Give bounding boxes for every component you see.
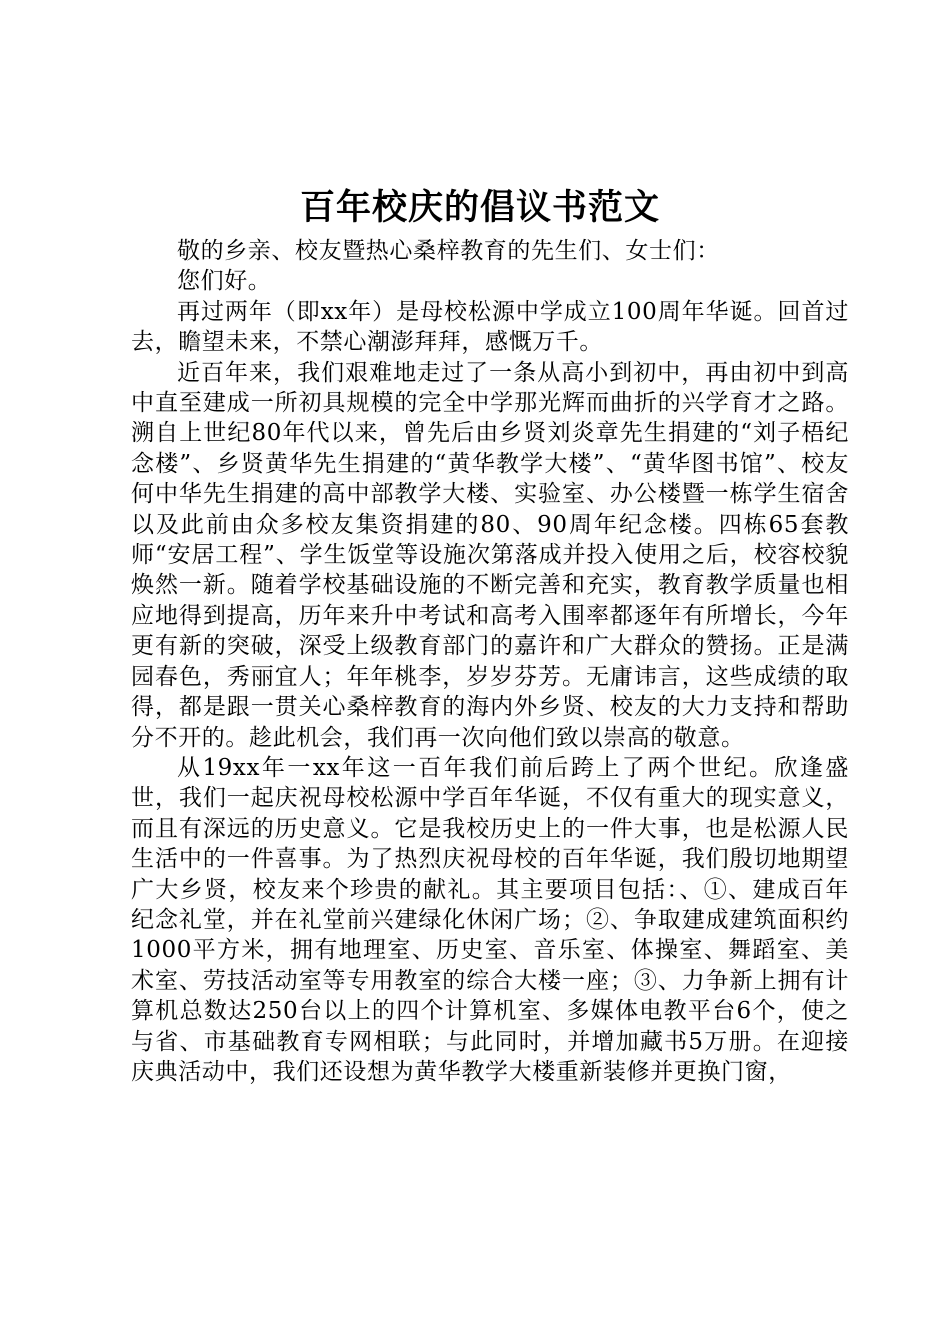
page-title: 百年校庆的倡议书范文	[299, 187, 660, 228]
greeting-paragraph: 您们好。	[177, 268, 272, 295]
body-paragraph: 从19xx年一xx年这一百年我们前后跨上了两个世纪。欣逢盛世，我们一起庆祝母校松源中学百年华诞，不仅有重大的现实意义，而且有深远的历史意义。它是我校历史上的一件大事，也是松源人民生活中的一件喜事。为了热烈庆祝母校的百年华诞，我们殷切地期望广大乡贤，校友来个珍贵的献礼。其主要项目包括：、①、建成百年纪念礼堂，并在礼堂前兴建绿化休闲广场；②、争取建成建筑面积约1000平方米，拥有地理室、历史室、音乐室、体操室、舞蹈室、美术室、劳技活动室等专用教室的综合大楼一座；③、力争新上拥有计算机总数达250台以上的四个计算机室、多媒体电教平台6个，使之与省、市基础教育专网相联；与此同时，并增加藏书5万册。在迎接庆典活动中，我们还设想为黄华教学大楼重新装修并更换门窗，	[131, 754, 849, 1085]
document-body	[131, 236, 849, 1087]
body-paragraph: 再过两年（即xx年）是母校松源中学成立100周年华诞。回首过去，瞻望未来，不禁心潮澎拜拜，感慨万千。	[131, 298, 849, 356]
salutation-paragraph: 敬的乡亲、校友暨热心桑梓教育的先生们、女士们：	[177, 238, 720, 264]
body-paragraph: 近百年来，我们艰难地走过了一条从高小到初中，再由初中到高中直至建成一所初具规模的完全中学那光辉而曲折的兴学育才之路。溯自上世纪80年代以来，曾先后由乡贤刘炎章先生捐建的“刘子梧纪念楼”、乡贤黄华先生捐建的“黄华教学大楼”、“黄华图书馆”、校友何中华先生捐建的高中部教学大楼、实验室、办公楼暨一栋学生宿舍以及此前由众多校友集资捐建的80、90周年纪念楼。四栋65套教师“安居工程”、学生饭堂等设施次第落成并投入使用之后，校容校貌焕然一新。随着学校基础设施的不断完善和充实，教育教学质量也相应地得到提高，历年来升中考试和高考入围率都逐年有所增长，今年更有新的突破，深受上级教育部门的嘉许和广大群众的赞扬。正是满园春色，秀丽宜人；年年桃李，岁岁芬芳。无庸讳言，这些成绩的取得，都是跟一贯关心桑梓教育的海内外乡贤、校友的大力支持和帮助分不开的。趁此机会，我们再一次向他们致以崇高的敬意。	[131, 359, 849, 751]
